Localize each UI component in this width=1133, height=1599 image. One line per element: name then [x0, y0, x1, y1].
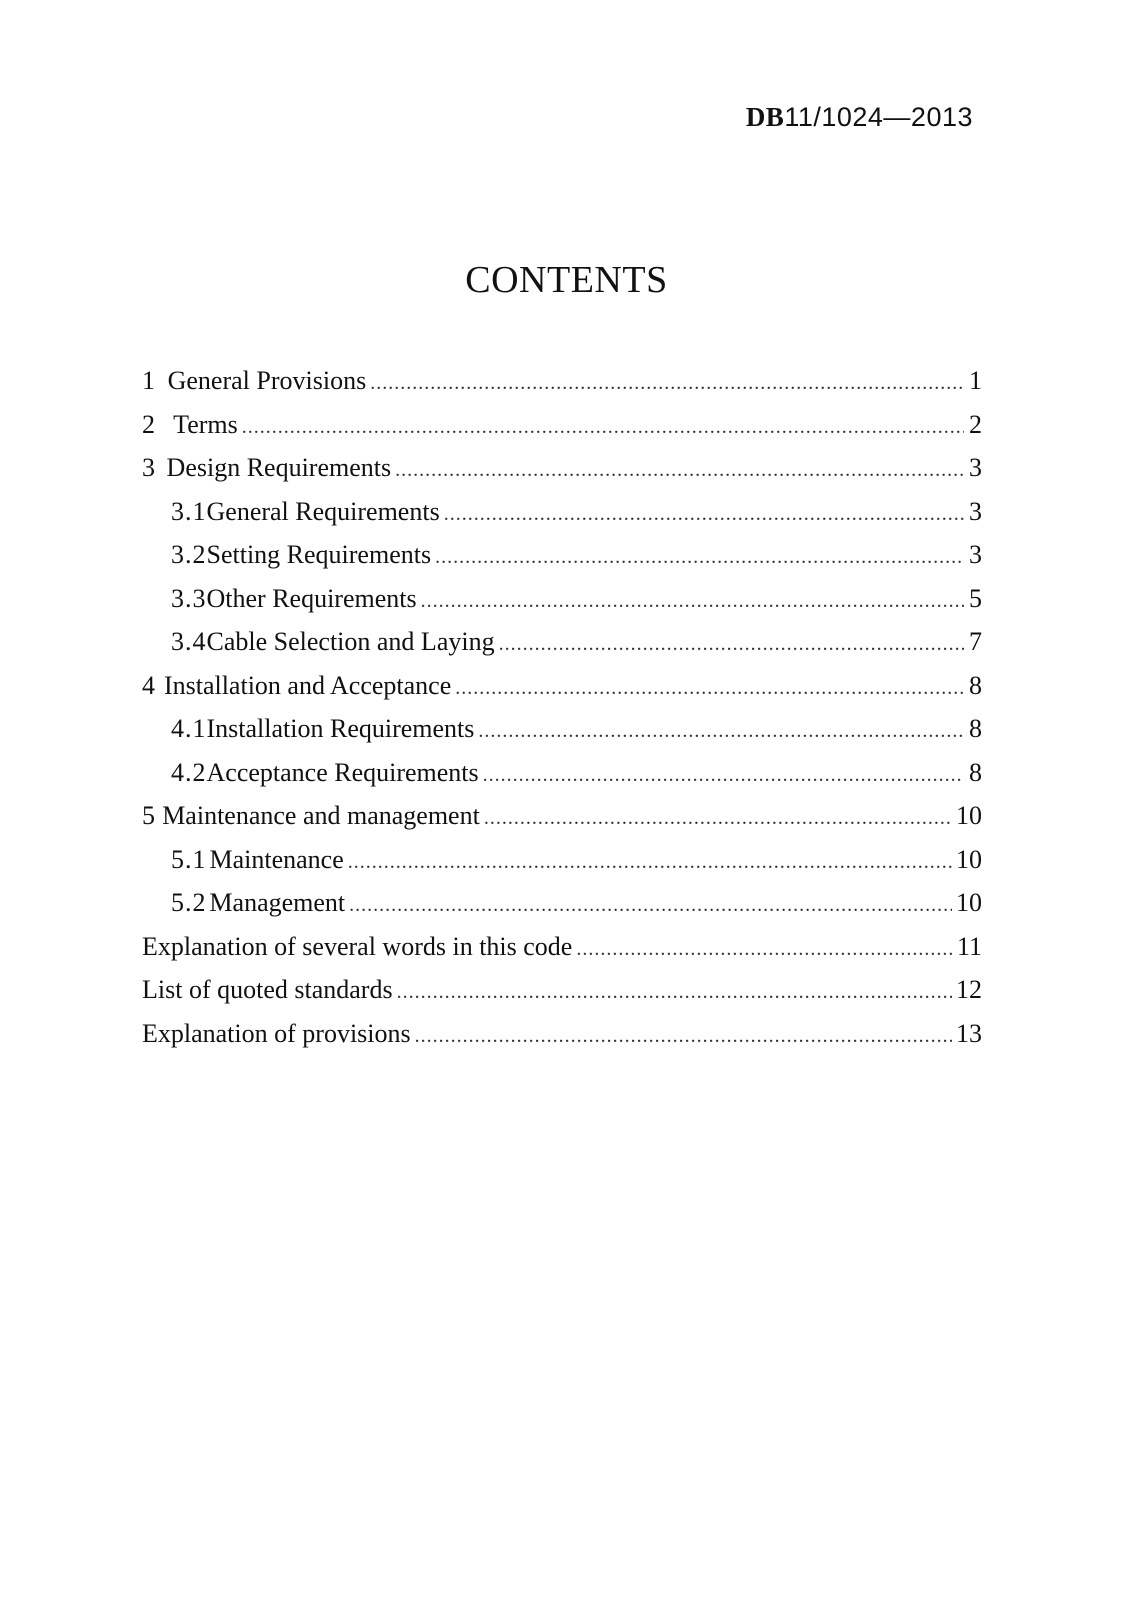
toc-entry[interactable]: [142, 453, 982, 497]
toc-entry-page: 12: [956, 975, 982, 1004]
toc-entry-number: 4: [142, 670, 155, 700]
toc-leader-dots: [455, 677, 964, 700]
toc-entry-title: Installation Requirements: [206, 714, 475, 743]
table-of-contents: [142, 366, 982, 1062]
toc-entry-number: 2: [142, 409, 155, 439]
toc-entry-page: 5: [969, 583, 982, 613]
toc-entry-page: 2: [969, 409, 982, 439]
toc-entry-page: 10: [956, 844, 982, 874]
toc-entry[interactable]: [142, 975, 982, 1019]
toc-entry-number: 5.2: [171, 888, 207, 917]
toc-entry-page: 7: [969, 627, 982, 656]
toc-entry-number: 3: [142, 453, 155, 482]
toc-leader-dots: [395, 459, 964, 482]
toc-leader-dots: [499, 633, 964, 656]
toc-entry-title: Design Requirements: [166, 453, 392, 482]
toc-entry-title: List of quoted standards: [142, 975, 393, 1004]
toc-entry-title: Terms: [173, 409, 238, 439]
toc-leader-dots: [242, 416, 964, 439]
toc-entry-page: 8: [969, 714, 982, 743]
toc-leader-dots: [484, 807, 952, 830]
toc-entry-title: Maintenance and management: [162, 801, 480, 830]
toc-entry-title: Installation and Acceptance: [163, 670, 452, 700]
toc-leader-dots: [435, 546, 964, 569]
toc-entry-page: 10: [956, 888, 982, 917]
toc-entry[interactable]: [142, 540, 982, 584]
toc-leader-dots: [478, 720, 964, 743]
toc-entry-title: Setting Requirements: [206, 540, 432, 569]
toc-entry-page: 3: [969, 540, 982, 569]
document-code: [746, 102, 973, 133]
toc-entry-number: 1: [142, 366, 155, 395]
toc-entry-page: 13: [956, 1018, 982, 1048]
toc-leader-dots: [349, 894, 952, 917]
toc-entry[interactable]: [142, 758, 982, 802]
toc-entry[interactable]: [142, 801, 982, 845]
document-code-prefix: DB: [745, 102, 785, 132]
toc-entry-page: 10: [955, 801, 982, 830]
toc-entry-page: 8: [969, 670, 982, 700]
toc-entry-title: Management: [209, 888, 346, 917]
toc-entry[interactable]: [142, 627, 982, 671]
toc-entry-number: 5: [142, 801, 155, 830]
toc-entry-title: Explanation of several words in this code: [142, 931, 573, 961]
toc-entry[interactable]: [142, 845, 982, 889]
toc-leader-dots: [576, 938, 953, 961]
toc-entry[interactable]: [142, 888, 982, 932]
toc-entry-number: 3.3: [171, 583, 207, 613]
toc-entry-title: Acceptance Requirements: [206, 757, 479, 787]
toc-entry-number: 3.1: [171, 496, 207, 526]
document-code-number: 11/1024—2013: [784, 102, 973, 132]
toc-leader-dots: [348, 851, 952, 874]
toc-entry-title: Maintenance: [209, 844, 344, 874]
toc-entry-page: 1: [969, 366, 982, 395]
toc-leader-dots: [370, 372, 964, 395]
toc-entry[interactable]: [142, 497, 982, 541]
toc-entry[interactable]: [142, 366, 982, 410]
toc-entry-page: 11: [956, 931, 982, 961]
toc-entry[interactable]: [142, 714, 982, 758]
toc-entry-page: 8: [969, 757, 982, 787]
toc-entry-title: Explanation of provisions: [142, 1018, 411, 1048]
toc-leader-dots: [415, 1025, 952, 1048]
toc-leader-dots: [444, 503, 964, 526]
toc-entry-page: 3: [969, 453, 982, 482]
toc-entry-number: 3.2: [171, 540, 207, 569]
toc-entry-number: 5.1: [171, 844, 207, 874]
toc-leader-dots: [483, 764, 964, 787]
toc-leader-dots: [397, 981, 952, 1004]
toc-entry-number: 4.1: [171, 714, 207, 743]
toc-entry-title: Cable Selection and Laying: [206, 627, 495, 656]
toc-entry-title: General Requirements: [206, 496, 440, 526]
toc-entry[interactable]: [142, 1019, 982, 1063]
page-title: CONTENTS: [465, 259, 668, 301]
toc-entry-page: 3: [969, 496, 982, 526]
toc-entry-title: Other Requirements: [206, 583, 417, 613]
toc-entry[interactable]: [142, 410, 982, 454]
toc-leader-dots: [421, 590, 964, 613]
toc-entry-number: 3.4: [171, 627, 207, 656]
toc-entry[interactable]: [142, 584, 982, 628]
toc-entry[interactable]: [142, 932, 982, 976]
toc-entry-title: General Provisions: [167, 366, 367, 395]
toc-entry[interactable]: [142, 671, 982, 715]
toc-entry-number: 4.2: [171, 757, 207, 787]
